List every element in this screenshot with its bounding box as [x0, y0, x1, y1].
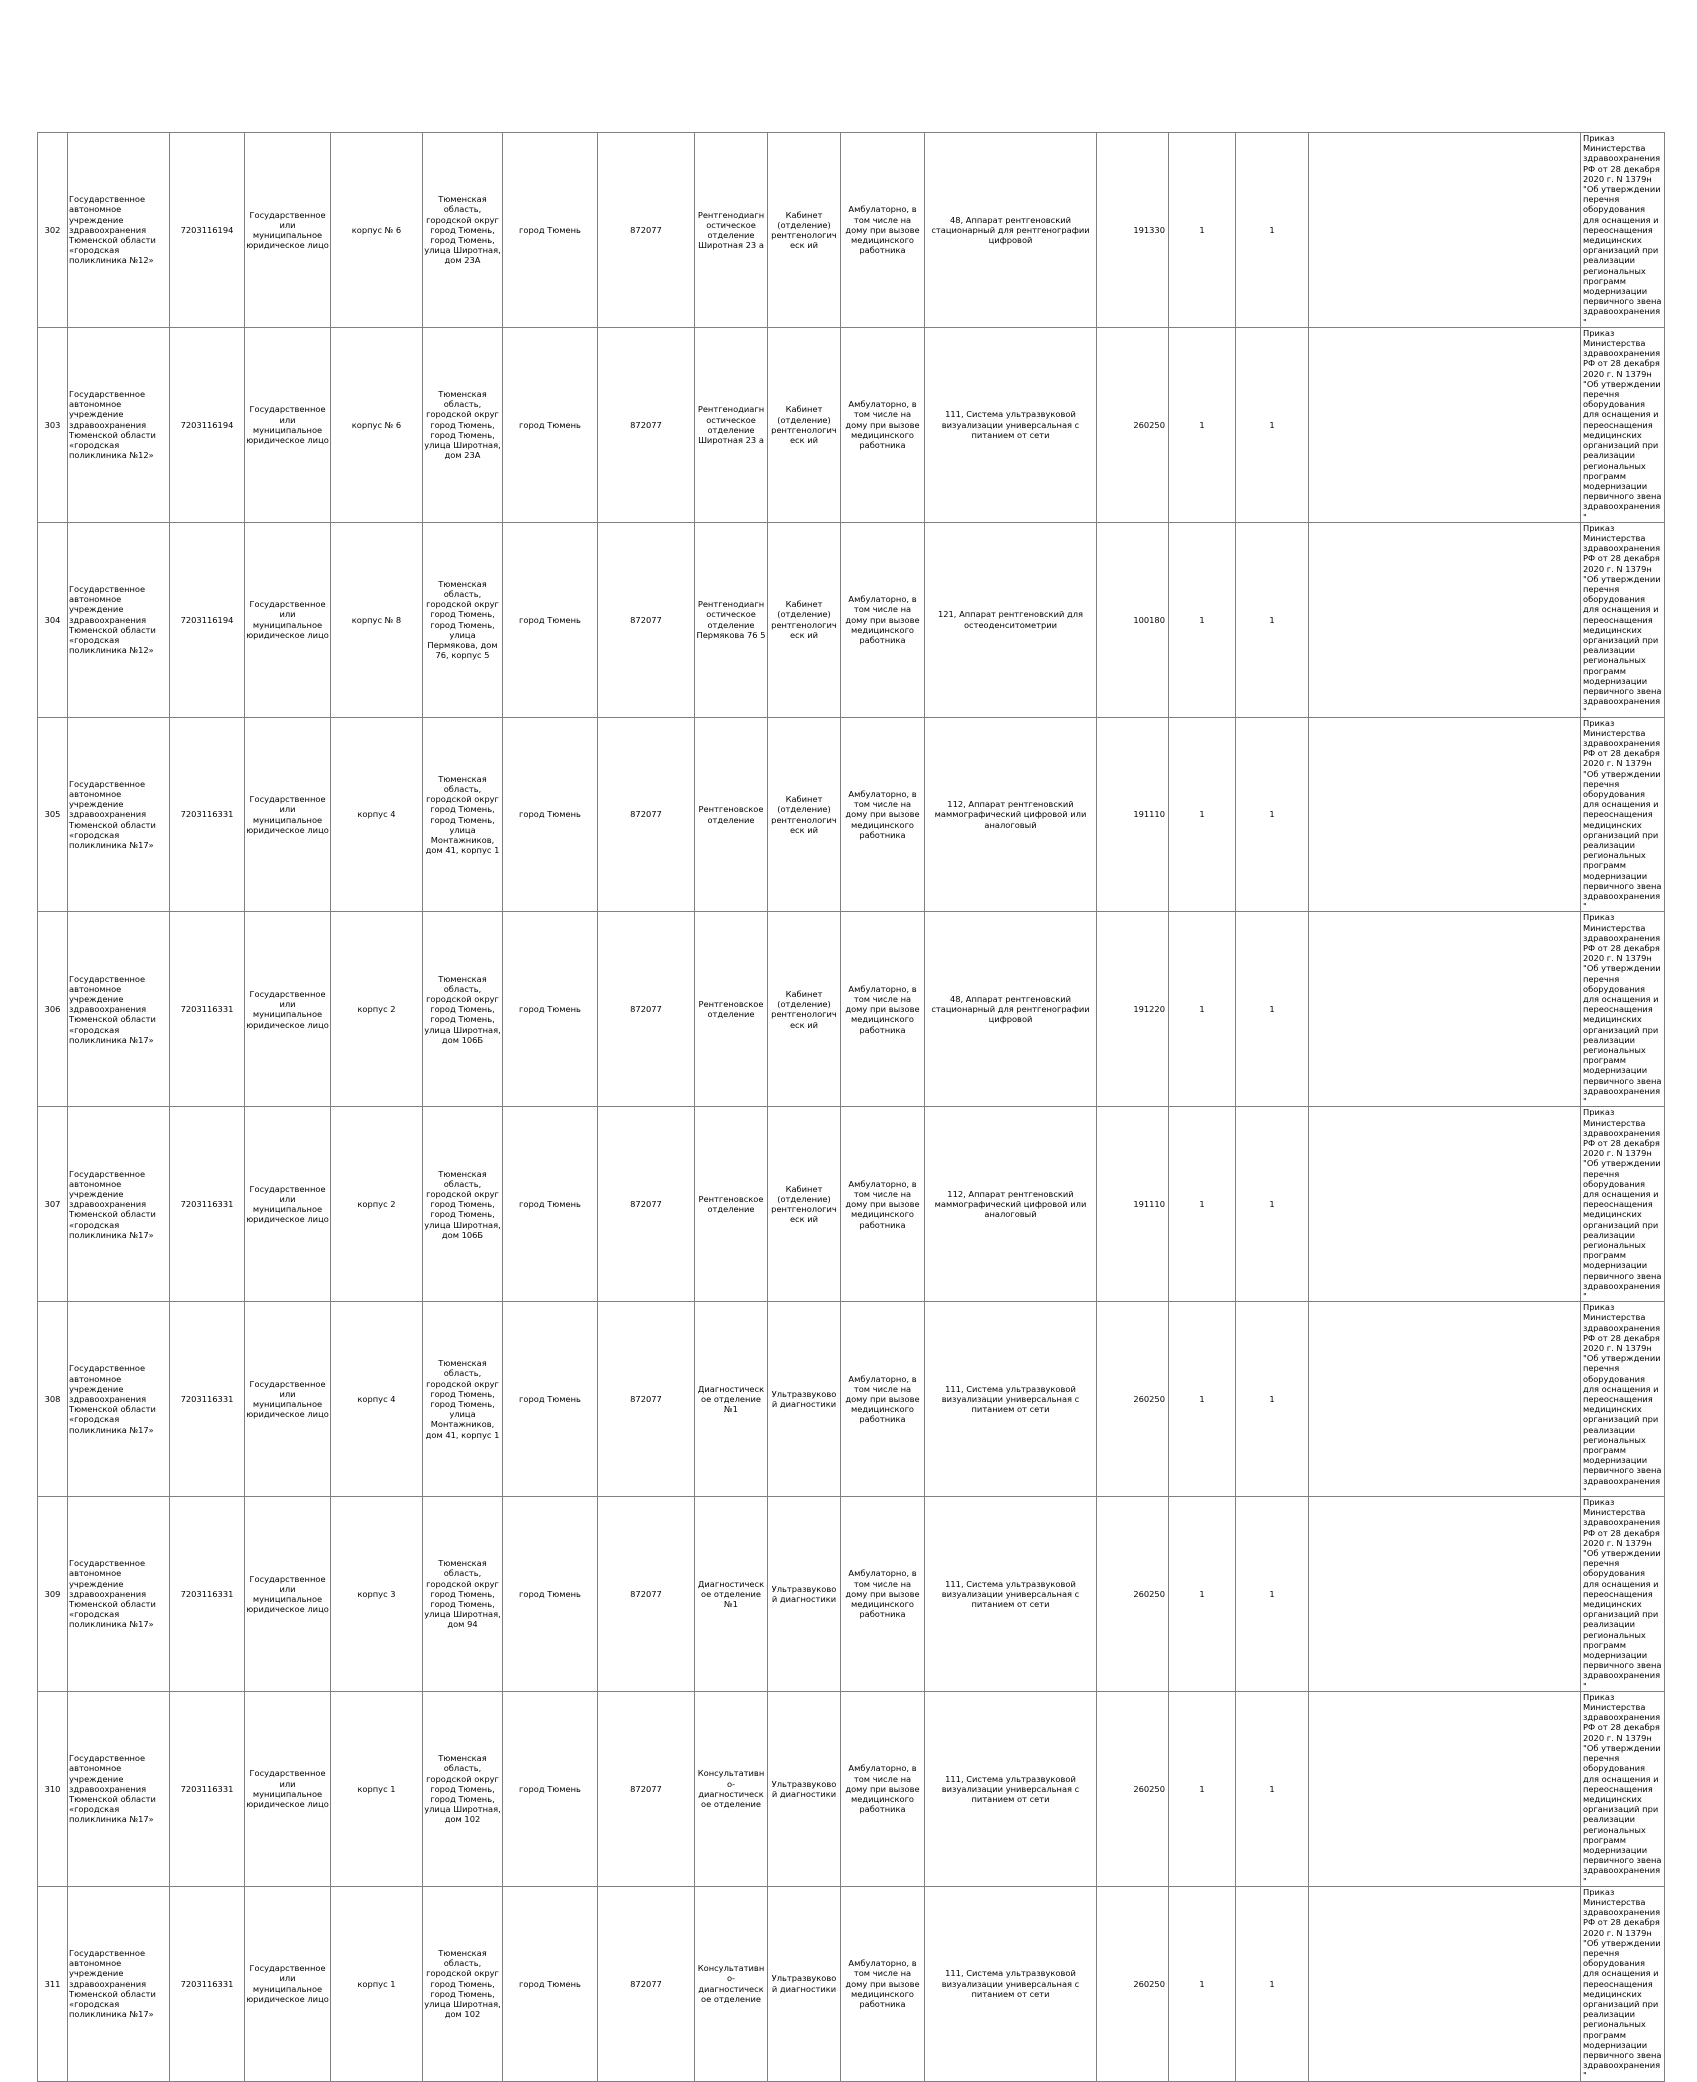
- city-cell: город Тюмень: [503, 1497, 598, 1692]
- equipment-code-cell: 191110: [1097, 717, 1169, 912]
- quantity-planned-cell: 1: [1236, 1691, 1309, 1886]
- empty-cell: [1309, 522, 1581, 717]
- quantity-cell: 1: [1169, 912, 1236, 1107]
- inn-cell: 7203116331: [170, 1886, 245, 2081]
- quantity-cell: 1: [1169, 133, 1236, 328]
- equipment-code-cell: 260250: [1097, 1497, 1169, 1692]
- building-cell: корпус 3: [331, 1497, 423, 1692]
- table-body: [38, 133, 1665, 2082]
- quantity-cell: 1: [1169, 1302, 1236, 1497]
- equipment-name-cell: 111, Система ультразвуковой визуализации универсальная с питанием от сети: [925, 1302, 1097, 1497]
- organization-name-cell: Государственное автономное учреждение здравоохранения Тюменской области «городская поликлиника №17»: [68, 1691, 170, 1886]
- row-number-cell: 303: [38, 327, 68, 522]
- equipment-name-cell: 111, Система ультразвуковой визуализации универсальная с питанием от сети: [925, 327, 1097, 522]
- equipment-code-cell: 260250: [1097, 327, 1169, 522]
- department-cell: Диагностическое отделение №1: [695, 1497, 768, 1692]
- equipment-name-cell: 121, Аппарат рентгеновский для остеоденситометрии: [925, 522, 1097, 717]
- organization-name-cell: Государственное автономное учреждение здравоохранения Тюменской области «городская поликлиника №17»: [68, 1886, 170, 2081]
- legal-entity-type-cell: Государственное или муниципальное юридическое лицо: [245, 1886, 331, 2081]
- quantity-cell: 1: [1169, 717, 1236, 912]
- care-condition-cell: Амбулаторно, в том числе на дому при вызове медицинского работника: [841, 1302, 925, 1497]
- building-cell: корпус № 6: [331, 327, 423, 522]
- city-cell: город Тюмень: [503, 912, 598, 1107]
- address-cell: Тюменская область, городской округ город Тюмень, город Тюмень, улица Монтажников, дом 41, корпус 1: [423, 717, 503, 912]
- quantity-cell: 1: [1169, 1691, 1236, 1886]
- care-condition-cell: Амбулаторно, в том числе на дому при вызове медицинского работника: [841, 327, 925, 522]
- oktmo-code-cell: 872077: [598, 1497, 695, 1692]
- quantity-planned-cell: 1: [1236, 133, 1309, 328]
- legal-entity-type-cell: Государственное или муниципальное юридическое лицо: [245, 1691, 331, 1886]
- equipment-code-cell: 191330: [1097, 133, 1169, 328]
- quantity-planned-cell: 1: [1236, 912, 1309, 1107]
- table-row: [38, 1886, 1665, 2081]
- address-cell: Тюменская область, городской округ город Тюмень, город Тюмень, улица Пермякова, дом 76, корпус 5: [423, 522, 503, 717]
- building-cell: корпус 4: [331, 1302, 423, 1497]
- quantity-cell: 1: [1169, 1886, 1236, 2081]
- inn-cell: 7203116331: [170, 1691, 245, 1886]
- equipment-register-table: [37, 132, 1665, 2082]
- equipment-name-cell: 111, Система ультразвуковой визуализации универсальная с питанием от сети: [925, 1497, 1097, 1692]
- oktmo-code-cell: 872077: [598, 1107, 695, 1302]
- city-cell: город Тюмень: [503, 327, 598, 522]
- building-cell: корпус № 6: [331, 133, 423, 328]
- organization-name-cell: Государственное автономное учреждение здравоохранения Тюменской области «городская поликлиника №12»: [68, 522, 170, 717]
- regulation-order-cell: Приказ Министерства здравоохранения РФ от 28 декабря 2020 г. N 1379н "Об утверждении перечня оборудования для оснащения и переоснащения медицинских организаций при реализации региональных программ модернизации первичного звена здравоохранения": [1581, 133, 1665, 328]
- regulation-order-cell: Приказ Министерства здравоохранения РФ от 28 декабря 2020 г. N 1379н "Об утверждении перечня оборудования для оснащения и переоснащения медицинских организаций при реализации региональных программ модернизации первичного звена здравоохранения": [1581, 1691, 1665, 1886]
- oktmo-code-cell: 872077: [598, 1302, 695, 1497]
- equipment-code-cell: 260250: [1097, 1886, 1169, 2081]
- oktmo-code-cell: 872077: [598, 327, 695, 522]
- regulation-order-cell: Приказ Министерства здравоохранения РФ от 28 декабря 2020 г. N 1379н "Об утверждении перечня оборудования для оснащения и переоснащения медицинских организаций при реализации региональных программ модернизации первичного звена здравоохранения": [1581, 1302, 1665, 1497]
- quantity-cell: 1: [1169, 1107, 1236, 1302]
- oktmo-code-cell: 872077: [598, 1886, 695, 2081]
- organization-name-cell: Государственное автономное учреждение здравоохранения Тюменской области «городская поликлиника №17»: [68, 1302, 170, 1497]
- address-cell: Тюменская область, городской округ город Тюмень, город Тюмень, улица Широтная, дом 102: [423, 1691, 503, 1886]
- inn-cell: 7203116331: [170, 717, 245, 912]
- cabinet-cell: Кабинет (отделение) рентгенологическ ий: [768, 327, 841, 522]
- equipment-code-cell: 260250: [1097, 1302, 1169, 1497]
- quantity-planned-cell: 1: [1236, 327, 1309, 522]
- row-number-cell: 302: [38, 133, 68, 328]
- equipment-code-cell: 191220: [1097, 912, 1169, 1107]
- row-number-cell: 305: [38, 717, 68, 912]
- care-condition-cell: Амбулаторно, в том числе на дому при вызове медицинского работника: [841, 1886, 925, 2081]
- row-number-cell: 306: [38, 912, 68, 1107]
- city-cell: город Тюмень: [503, 717, 598, 912]
- oktmo-code-cell: 872077: [598, 522, 695, 717]
- table-row: [38, 1107, 1665, 1302]
- department-cell: Рентгенодиагностическое отделение Широтная 23 а: [695, 327, 768, 522]
- empty-cell: [1309, 1691, 1581, 1886]
- empty-cell: [1309, 1107, 1581, 1302]
- quantity-cell: 1: [1169, 1497, 1236, 1692]
- equipment-name-cell: 112, Аппарат рентгеновский маммографический цифровой или аналоговый: [925, 717, 1097, 912]
- legal-entity-type-cell: Государственное или муниципальное юридическое лицо: [245, 1302, 331, 1497]
- organization-name-cell: Государственное автономное учреждение здравоохранения Тюменской области «городская поликлиника №17»: [68, 1497, 170, 1692]
- building-cell: корпус 2: [331, 912, 423, 1107]
- oktmo-code-cell: 872077: [598, 133, 695, 328]
- city-cell: город Тюмень: [503, 1886, 598, 2081]
- oktmo-code-cell: 872077: [598, 1691, 695, 1886]
- department-cell: Консультативно-диагностическое отделение: [695, 1886, 768, 2081]
- quantity-cell: 1: [1169, 522, 1236, 717]
- care-condition-cell: Амбулаторно, в том числе на дому при вызове медицинского работника: [841, 717, 925, 912]
- regulation-order-cell: Приказ Министерства здравоохранения РФ от 28 декабря 2020 г. N 1379н "Об утверждении перечня оборудования для оснащения и переоснащения медицинских организаций при реализации региональных программ модернизации первичного звена здравоохранения": [1581, 912, 1665, 1107]
- equipment-name-cell: 111, Система ультразвуковой визуализации универсальная с питанием от сети: [925, 1886, 1097, 2081]
- equipment-name-cell: 48, Аппарат рентгеновский стационарный для рентгенографии цифровой: [925, 133, 1097, 328]
- table-row: [38, 1302, 1665, 1497]
- cabinet-cell: Ультразвуковой диагностики: [768, 1302, 841, 1497]
- equipment-name-cell: 112, Аппарат рентгеновский маммографический цифровой или аналоговый: [925, 1107, 1097, 1302]
- cabinet-cell: Кабинет (отделение) рентгенологическ ий: [768, 133, 841, 328]
- department-cell: Консультативно-диагностическое отделение: [695, 1691, 768, 1886]
- empty-cell: [1309, 912, 1581, 1107]
- city-cell: город Тюмень: [503, 1691, 598, 1886]
- cabinet-cell: Ультразвуковой диагностики: [768, 1886, 841, 2081]
- row-number-cell: 307: [38, 1107, 68, 1302]
- address-cell: Тюменская область, городской округ город Тюмень, город Тюмень, улица Монтажников, дом 41, корпус 1: [423, 1302, 503, 1497]
- organization-name-cell: Государственное автономное учреждение здравоохранения Тюменской области «городская поликлиника №17»: [68, 1107, 170, 1302]
- building-cell: корпус 1: [331, 1691, 423, 1886]
- legal-entity-type-cell: Государственное или муниципальное юридическое лицо: [245, 1107, 331, 1302]
- quantity-planned-cell: 1: [1236, 717, 1309, 912]
- quantity-planned-cell: 1: [1236, 1302, 1309, 1497]
- equipment-code-cell: 100180: [1097, 522, 1169, 717]
- city-cell: город Тюмень: [503, 522, 598, 717]
- row-number-cell: 308: [38, 1302, 68, 1497]
- department-cell: Рентгеновское отделение: [695, 1107, 768, 1302]
- oktmo-code-cell: 872077: [598, 912, 695, 1107]
- cabinet-cell: Ультразвуковой диагностики: [768, 1691, 841, 1886]
- department-cell: Рентгенодиагностическое отделение Пермякова 76 5: [695, 522, 768, 717]
- oktmo-code-cell: 872077: [598, 717, 695, 912]
- regulation-order-cell: Приказ Министерства здравоохранения РФ от 28 декабря 2020 г. N 1379н "Об утверждении перечня оборудования для оснащения и переоснащения медицинских организаций при реализации региональных программ модернизации первичного звена здравоохранения": [1581, 1886, 1665, 2081]
- row-number-cell: 304: [38, 522, 68, 717]
- equipment-code-cell: 191110: [1097, 1107, 1169, 1302]
- address-cell: Тюменская область, городской округ город Тюмень, город Тюмень, улица Широтная, дом 106Б: [423, 1107, 503, 1302]
- care-condition-cell: Амбулаторно, в том числе на дому при вызове медицинского работника: [841, 912, 925, 1107]
- address-cell: Тюменская область, городской округ город Тюмень, город Тюмень, улица Широтная, дом 106Б: [423, 912, 503, 1107]
- legal-entity-type-cell: Государственное или муниципальное юридическое лицо: [245, 327, 331, 522]
- building-cell: корпус 2: [331, 1107, 423, 1302]
- address-cell: Тюменская область, городской округ город Тюмень, город Тюмень, улица Широтная, дом 23А: [423, 327, 503, 522]
- cabinet-cell: Ультразвуковой диагностики: [768, 1497, 841, 1692]
- organization-name-cell: Государственное автономное учреждение здравоохранения Тюменской области «городская поликлиника №12»: [68, 133, 170, 328]
- table-row: [38, 1497, 1665, 1692]
- equipment-code-cell: 260250: [1097, 1691, 1169, 1886]
- regulation-order-cell: Приказ Министерства здравоохранения РФ от 28 декабря 2020 г. N 1379н "Об утверждении перечня оборудования для оснащения и переоснащения медицинских организаций при реализации региональных программ модернизации первичного звена здравоохранения": [1581, 1497, 1665, 1692]
- inn-cell: 7203116331: [170, 1302, 245, 1497]
- cabinet-cell: Кабинет (отделение) рентгенологическ ий: [768, 717, 841, 912]
- regulation-order-cell: Приказ Министерства здравоохранения РФ от 28 декабря 2020 г. N 1379н "Об утверждении перечня оборудования для оснащения и переоснащения медицинских организаций при реализации региональных программ модернизации первичного звена здравоохранения": [1581, 1107, 1665, 1302]
- legal-entity-type-cell: Государственное или муниципальное юридическое лицо: [245, 717, 331, 912]
- quantity-planned-cell: 1: [1236, 1497, 1309, 1692]
- care-condition-cell: Амбулаторно, в том числе на дому при вызове медицинского работника: [841, 133, 925, 328]
- empty-cell: [1309, 327, 1581, 522]
- cabinet-cell: Кабинет (отделение) рентгенологическ ий: [768, 912, 841, 1107]
- building-cell: корпус 1: [331, 1886, 423, 2081]
- quantity-cell: 1: [1169, 327, 1236, 522]
- regulation-order-cell: Приказ Министерства здравоохранения РФ от 28 декабря 2020 г. N 1379н "Об утверждении перечня оборудования для оснащения и переоснащения медицинских организаций при реализации региональных программ модернизации первичного звена здравоохранения": [1581, 717, 1665, 912]
- empty-cell: [1309, 1886, 1581, 2081]
- care-condition-cell: Амбулаторно, в том числе на дому при вызове медицинского работника: [841, 1691, 925, 1886]
- city-cell: город Тюмень: [503, 1107, 598, 1302]
- organization-name-cell: Государственное автономное учреждение здравоохранения Тюменской области «городская поликлиника №17»: [68, 912, 170, 1107]
- equipment-register-sheet: [37, 132, 1664, 2082]
- care-condition-cell: Амбулаторно, в том числе на дому при вызове медицинского работника: [841, 1107, 925, 1302]
- cabinet-cell: Кабинет (отделение) рентгенологическ ий: [768, 1107, 841, 1302]
- legal-entity-type-cell: Государственное или муниципальное юридическое лицо: [245, 133, 331, 328]
- quantity-planned-cell: 1: [1236, 522, 1309, 717]
- table-row: [38, 522, 1665, 717]
- city-cell: город Тюмень: [503, 133, 598, 328]
- row-number-cell: 310: [38, 1691, 68, 1886]
- empty-cell: [1309, 133, 1581, 328]
- table-row: [38, 133, 1665, 328]
- quantity-planned-cell: 1: [1236, 1107, 1309, 1302]
- row-number-cell: 309: [38, 1497, 68, 1692]
- regulation-order-cell: Приказ Министерства здравоохранения РФ от 28 декабря 2020 г. N 1379н "Об утверждении перечня оборудования для оснащения и переоснащения медицинских организаций при реализации региональных программ модернизации первичного звена здравоохранения": [1581, 327, 1665, 522]
- organization-name-cell: Государственное автономное учреждение здравоохранения Тюменской области «городская поликлиника №17»: [68, 717, 170, 912]
- empty-cell: [1309, 1497, 1581, 1692]
- table-row: [38, 1691, 1665, 1886]
- address-cell: Тюменская область, городской округ город Тюмень, город Тюмень, улица Широтная, дом 23А: [423, 133, 503, 328]
- table-row: [38, 717, 1665, 912]
- inn-cell: 7203116331: [170, 912, 245, 1107]
- equipment-name-cell: 111, Система ультразвуковой визуализации универсальная с питанием от сети: [925, 1691, 1097, 1886]
- care-condition-cell: Амбулаторно, в том числе на дому при вызове медицинского работника: [841, 522, 925, 717]
- department-cell: Рентгеновское отделение: [695, 717, 768, 912]
- inn-cell: 7203116194: [170, 133, 245, 328]
- equipment-name-cell: 48, Аппарат рентгеновский стационарный для рентгенографии цифровой: [925, 912, 1097, 1107]
- building-cell: корпус № 8: [331, 522, 423, 717]
- department-cell: Рентгенодиагностическое отделение Широтная 23 а: [695, 133, 768, 328]
- address-cell: Тюменская область, городской округ город Тюмень, город Тюмень, улица Широтная, дом 94: [423, 1497, 503, 1692]
- inn-cell: 7203116194: [170, 522, 245, 717]
- building-cell: корпус 4: [331, 717, 423, 912]
- legal-entity-type-cell: Государственное или муниципальное юридическое лицо: [245, 1497, 331, 1692]
- care-condition-cell: Амбулаторно, в том числе на дому при вызове медицинского работника: [841, 1497, 925, 1692]
- inn-cell: 7203116194: [170, 327, 245, 522]
- cabinet-cell: Кабинет (отделение) рентгенологическ ий: [768, 522, 841, 717]
- row-number-cell: 311: [38, 1886, 68, 2081]
- inn-cell: 7203116331: [170, 1107, 245, 1302]
- department-cell: Диагностическое отделение №1: [695, 1302, 768, 1497]
- legal-entity-type-cell: Государственное или муниципальное юридическое лицо: [245, 522, 331, 717]
- legal-entity-type-cell: Государственное или муниципальное юридическое лицо: [245, 912, 331, 1107]
- quantity-planned-cell: 1: [1236, 1886, 1309, 2081]
- city-cell: город Тюмень: [503, 1302, 598, 1497]
- address-cell: Тюменская область, городской округ город Тюмень, город Тюмень, улица Широтная, дом 102: [423, 1886, 503, 2081]
- empty-cell: [1309, 1302, 1581, 1497]
- inn-cell: 7203116331: [170, 1497, 245, 1692]
- department-cell: Рентгеновское отделение: [695, 912, 768, 1107]
- table-row: [38, 912, 1665, 1107]
- empty-cell: [1309, 717, 1581, 912]
- table-row: [38, 327, 1665, 522]
- organization-name-cell: Государственное автономное учреждение здравоохранения Тюменской области «городская поликлиника №12»: [68, 327, 170, 522]
- regulation-order-cell: Приказ Министерства здравоохранения РФ от 28 декабря 2020 г. N 1379н "Об утверждении перечня оборудования для оснащения и переоснащения медицинских организаций при реализации региональных программ модернизации первичного звена здравоохранения": [1581, 522, 1665, 717]
